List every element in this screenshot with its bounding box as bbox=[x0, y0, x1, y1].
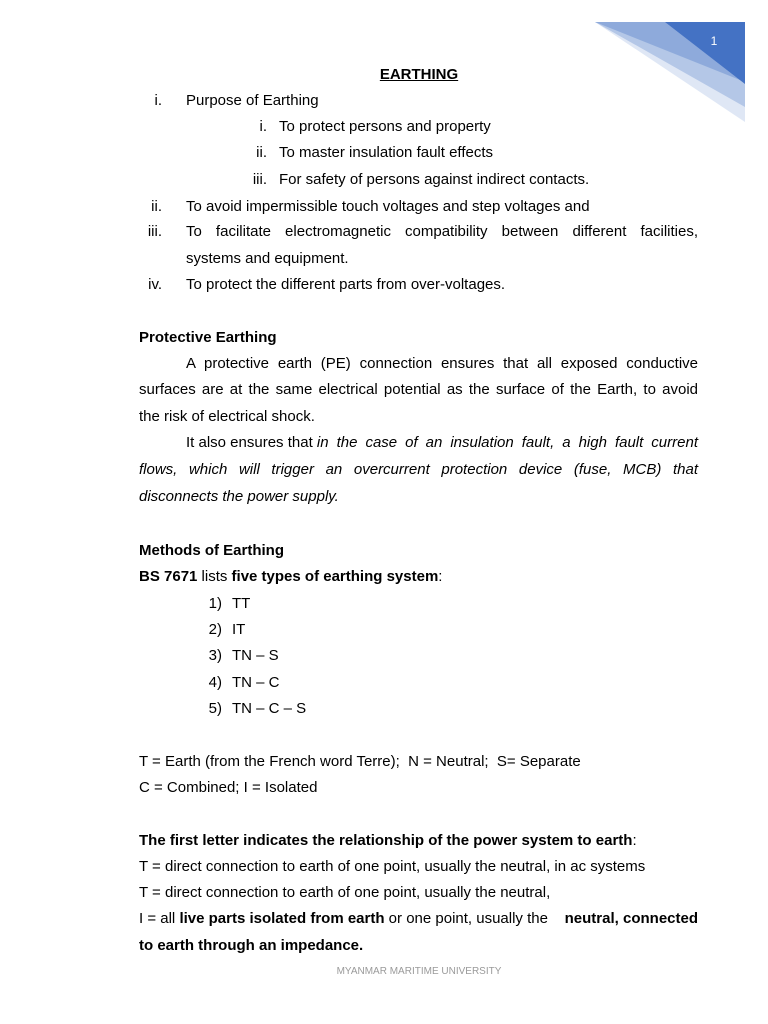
type-number: 1) bbox=[208, 595, 222, 612]
footer: MYANMAR MARITIME UNIVERSITY bbox=[336, 966, 502, 977]
paragraph-line: disconnects the power supply. bbox=[139, 488, 339, 505]
type-item: TN – C – S bbox=[232, 700, 307, 717]
list-number: iv. bbox=[148, 276, 162, 293]
definition-line: to earth through an impedance. bbox=[139, 937, 364, 954]
type-number: 3) bbox=[208, 647, 222, 664]
list-item: Purpose of Earthing bbox=[186, 92, 319, 109]
legend-line: T = Earth (from the French word Terre); N = Neutral; S= Separate bbox=[139, 753, 581, 770]
sub-number: ii. bbox=[256, 144, 267, 161]
list-number: i. bbox=[154, 92, 162, 109]
text bbox=[139, 909, 552, 929]
sub-item: For safety of persons against indirect contacts. bbox=[279, 171, 590, 188]
bs-line bbox=[139, 567, 442, 587]
text: : bbox=[438, 568, 443, 585]
text: I = all bbox=[139, 910, 180, 927]
list-item: To protect the different parts from over-voltages. bbox=[186, 276, 506, 293]
list-item: To avoid impermissible touch voltages and step voltages and bbox=[186, 198, 590, 215]
type-item: TT bbox=[232, 595, 251, 612]
paragraph-italic: in the case of an insulation fault, a high fault current bbox=[316, 434, 698, 451]
type-number: 2) bbox=[208, 621, 222, 638]
definition-line: T = direct connection to earth of one point, usually the neutral, bbox=[139, 884, 551, 901]
first-letter-heading bbox=[139, 831, 637, 851]
list-item: To facilitate electromagnetic compatibility between different facilities, bbox=[186, 223, 698, 240]
type-number: 4) bbox=[208, 674, 222, 691]
list-number: iii. bbox=[147, 223, 162, 240]
list-number: ii. bbox=[151, 198, 162, 215]
section-heading: Methods of Earthing bbox=[139, 542, 284, 559]
type-item: TN – S bbox=[232, 647, 279, 664]
definition-line bbox=[139, 909, 698, 929]
paragraph-text: It also ensures that bbox=[186, 434, 317, 451]
page-title: EARTHING bbox=[379, 66, 459, 83]
paragraph-line bbox=[186, 433, 698, 453]
text: lists bbox=[197, 568, 232, 585]
bold-text: five types of earthing system bbox=[231, 568, 439, 585]
definition-line: T = direct connection to earth of one point, usually the neutral, in ac systems bbox=[139, 858, 646, 875]
paragraph-line: A protective earth (PE) connection ensures that all exposed conductive bbox=[186, 355, 698, 372]
section-heading: Protective Earthing bbox=[139, 329, 277, 346]
bold-text: neutral, connected bbox=[564, 910, 698, 927]
sub-item: To protect persons and property bbox=[279, 118, 491, 135]
type-number: 5) bbox=[208, 700, 222, 717]
standard-name: BS 7671 bbox=[139, 568, 198, 585]
type-item: TN – C bbox=[232, 674, 280, 691]
sub-number: iii. bbox=[252, 171, 267, 188]
bold-heading: The first letter indicates the relationship of the power system to earth bbox=[139, 832, 633, 849]
sub-number: i. bbox=[259, 118, 267, 135]
sub-item: To master insulation fault effects bbox=[279, 144, 493, 161]
type-item: IT bbox=[232, 621, 246, 638]
text: or one point, usually the bbox=[384, 910, 553, 927]
bold-text: live parts isolated from earth bbox=[179, 910, 385, 927]
paragraph-line: surfaces are at the same electrical potential as the surface of the Earth, to avoid bbox=[139, 381, 698, 398]
list-item-continuation: systems and equipment. bbox=[186, 250, 349, 267]
legend-line: C = Combined; I = Isolated bbox=[139, 779, 318, 796]
page-number: 1 bbox=[710, 34, 718, 48]
paragraph-line: the risk of electrical shock. bbox=[139, 408, 315, 425]
text: : bbox=[632, 832, 637, 849]
paragraph-line: flows, which will trigger an overcurrent protection device (fuse, MCB) that bbox=[139, 461, 698, 478]
